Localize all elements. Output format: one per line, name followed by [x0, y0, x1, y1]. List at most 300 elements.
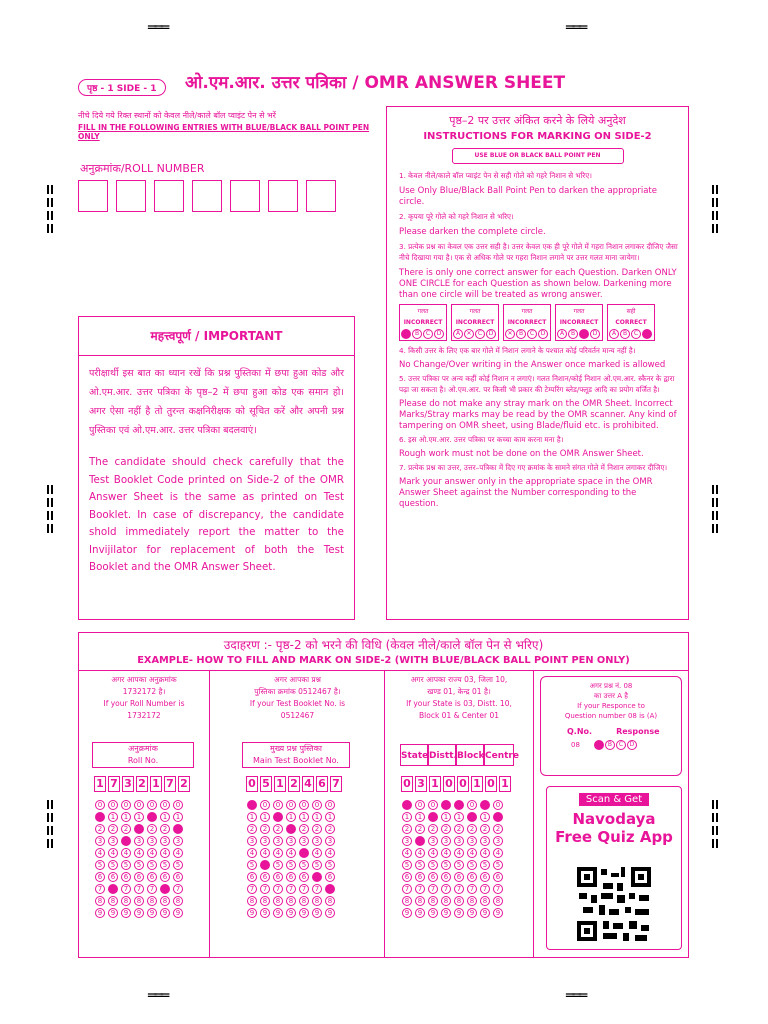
answer-bubble[interactable] — [493, 812, 503, 822]
answer-bubble[interactable]: 3 — [260, 836, 270, 846]
answer-bubble[interactable]: 6 — [467, 872, 477, 882]
answer-bubble[interactable]: 1 — [134, 812, 144, 822]
answer-bubble[interactable]: 9 — [121, 908, 131, 918]
answer-bubble[interactable]: 4 — [286, 848, 296, 858]
important-title: महत्त्वपूर्ण / IMPORTANT — [79, 317, 354, 356]
roll-bubble-grid[interactable] — [95, 800, 183, 920]
answer-bubble[interactable]: 0 — [95, 800, 105, 810]
answer-bubble[interactable]: 5 — [134, 860, 144, 870]
answer-bubble[interactable]: 2 — [147, 824, 157, 834]
answer-bubble[interactable]: 2 — [402, 824, 412, 834]
answer-bubble[interactable]: 9 — [247, 908, 257, 918]
booklet-label-box: मुख्य प्रश्न पुस्तिका Main Test Booklet No. — [242, 742, 350, 768]
instruction-3-hindi: 3. प्रत्येक प्रश्न का केवल एक उत्तर सही है। उत्तर केवल एक ही पूरे गोले में गहरा निशान लगाकर दीजिए जैसा नीचे दिखाया गया है। एक से अधिक गोले पर गहरा निशान लगाने पर उत्तर गलत माना जायेगा। — [399, 242, 678, 262]
answer-bubble[interactable]: 3 — [325, 836, 335, 846]
instruction-4-english: No Change/Over writing in the Answer once marked is allowed — [399, 360, 666, 370]
answer-bubble[interactable]: 8 — [108, 896, 118, 906]
answer-bubble[interactable]: 4 — [160, 848, 170, 858]
answer-bubble[interactable]: 5 — [95, 860, 105, 870]
answer-bubble[interactable]: 7 — [121, 884, 131, 894]
answer-bubble[interactable]: 0 — [415, 800, 425, 810]
answer-bubble[interactable]: 5 — [299, 860, 309, 870]
answer-bubble[interactable]: 7 — [428, 884, 438, 894]
answer-bubble[interactable]: 8 — [415, 896, 425, 906]
answer-bubble[interactable]: 7 — [147, 884, 157, 894]
answer-bubble[interactable]: 7 — [480, 884, 490, 894]
example-incorrect-3: गलत INCORRECT ✕ B C D — [503, 304, 551, 341]
answer-bubble[interactable]: 8 — [247, 896, 257, 906]
bubble-row — [95, 908, 183, 919]
answer-bubble[interactable]: 0 — [160, 800, 170, 810]
instruction-7-hindi: 7. प्रत्येक प्रश्न का उत्तर, उत्तर–पत्रिका में दिए गए क्रमांक के सामने संगत गोले में निशान लगाकर दीजिए। — [399, 463, 668, 472]
fill-note-hindi: नीचे दिये गये रिक्त स्थानों को केवल नीले/काले बॉल प्वाइंट पेन से भरें — [78, 111, 276, 120]
bubble-row — [247, 824, 335, 835]
timing-mark-right-1 — [712, 185, 720, 237]
bubble-row — [402, 824, 503, 835]
answer-bubble[interactable]: 4 — [147, 848, 157, 858]
bubble-row — [402, 800, 503, 811]
answer-bubble[interactable]: 6 — [260, 872, 270, 882]
answer-bubble[interactable]: 8 — [160, 896, 170, 906]
answer-bubble[interactable] — [273, 812, 283, 822]
answer-bubble[interactable]: 6 — [247, 872, 257, 882]
answer-bubble[interactable]: 4 — [493, 848, 503, 858]
instruction-5-english: Please do not make any stray mark on the OMR Sheet. Incorrect Marks/Stray marks may be read by the OMR scanner. Any kind of tampering on OMR sheet, using Blade/fluid etc. is prohibited. — [399, 399, 677, 431]
answer-bubble[interactable]: 9 — [454, 908, 464, 918]
answer-bubble[interactable]: 6 — [121, 872, 131, 882]
answer-bubble[interactable] — [286, 824, 296, 834]
answer-bubble[interactable]: 2 — [480, 824, 490, 834]
answer-bubble[interactable] — [108, 884, 118, 894]
answer-bubble[interactable]: 9 — [286, 908, 296, 918]
pen-illustration — [452, 148, 624, 164]
answer-bubble[interactable] — [402, 800, 412, 810]
roll-cell[interactable] — [78, 180, 108, 212]
answer-bubble[interactable]: 1 — [121, 812, 131, 822]
answer-bubble[interactable] — [95, 812, 105, 822]
instruction-1-hindi: 1. केवल नीले/काले बॉल प्वाइंट पेन से सही गोले को गहरे निशान से भरिए। — [399, 171, 592, 180]
answer-bubble[interactable]: 5 — [147, 860, 157, 870]
answer-bubble[interactable]: 3 — [480, 836, 490, 846]
instructions-box — [386, 106, 689, 620]
answer-bubble[interactable] — [247, 800, 257, 810]
answer-bubble[interactable]: 0 — [467, 800, 477, 810]
answer-bubble[interactable]: 5 — [325, 860, 335, 870]
answer-bubble[interactable]: 0 — [147, 800, 157, 810]
answer-bubble[interactable]: 2 — [299, 824, 309, 834]
answer-bubble[interactable]: 9 — [108, 908, 118, 918]
answer-bubble[interactable]: 3 — [454, 836, 464, 846]
answer-bubble[interactable]: 2 — [325, 824, 335, 834]
answer-bubble[interactable]: 3 — [108, 836, 118, 846]
answer-bubble[interactable]: 4 — [260, 848, 270, 858]
answer-bubble[interactable]: 4 — [121, 848, 131, 858]
roll-number-boxes[interactable] — [78, 180, 336, 212]
answer-bubble[interactable]: 2 — [273, 824, 283, 834]
answer-bubble[interactable]: 6 — [493, 872, 503, 882]
answer-bubble[interactable]: 6 — [273, 872, 283, 882]
centre-header: Centre — [484, 744, 514, 766]
answer-bubble[interactable]: 7 — [415, 884, 425, 894]
answer-bubble[interactable]: 8 — [299, 896, 309, 906]
answer-bubble[interactable]: 6 — [147, 872, 157, 882]
answer-bubble[interactable]: 1 — [402, 812, 412, 822]
answer-bubble[interactable]: 2 — [108, 824, 118, 834]
answer-bubble[interactable]: 0 — [173, 800, 183, 810]
answer-bubble[interactable]: 3 — [173, 836, 183, 846]
answer-bubble[interactable]: 1 — [286, 812, 296, 822]
answer-bubble[interactable]: 9 — [95, 908, 105, 918]
roll-cell[interactable] — [116, 180, 146, 212]
instructions-title-english: INSTRUCTIONS FOR MARKING ON SIDE-2 — [423, 131, 652, 142]
answer-bubble[interactable]: 9 — [299, 908, 309, 918]
bubble-row — [95, 824, 183, 835]
instruction-3-english: There is only one correct answer for each Question. Darken ONLY ONE CIRCLE for each Question as shown below. Darkening more than one circle will be treated as wrong answer. — [399, 268, 677, 300]
answer-bubble[interactable]: 2 — [493, 824, 503, 834]
state-example-text: अगर आपका राज्य 03, जिला 10, खण्ड 01, केन्द्र 01 है। If your State is 03, Distt. 10, Block 01 & Center 01 — [406, 675, 512, 720]
answer-bubble[interactable]: 9 — [493, 908, 503, 918]
marking-examples — [399, 304, 678, 341]
answer-bubble[interactable]: 4 — [454, 848, 464, 858]
answer-bubble[interactable] — [467, 812, 477, 822]
answer-bubble[interactable]: 5 — [247, 860, 257, 870]
answer-bubble[interactable] — [454, 800, 464, 810]
answer-bubble[interactable]: 5 — [467, 860, 477, 870]
answer-bubble[interactable]: 0 — [273, 800, 283, 810]
roll-example-text: अगर आपका अनुक्रमांक 1732172 है। If your Roll Number is 1732172 — [103, 675, 185, 720]
answer-bubble[interactable]: 8 — [95, 896, 105, 906]
answer-bubble[interactable] — [147, 812, 157, 822]
answer-bubble[interactable]: 6 — [299, 872, 309, 882]
answer-bubble[interactable]: 1 — [454, 812, 464, 822]
answer-bubble[interactable]: 3 — [160, 836, 170, 846]
state-bubble-grid[interactable] — [402, 800, 503, 920]
bubble-row — [402, 908, 503, 919]
roll-cell[interactable] — [154, 180, 184, 212]
answer-bubble[interactable]: 1 — [108, 812, 118, 822]
answer-bubble[interactable]: 4 — [134, 848, 144, 858]
answer-bubble[interactable]: 6 — [134, 872, 144, 882]
answer-bubble[interactable]: 2 — [312, 824, 322, 834]
answer-bubble[interactable]: 4 — [428, 848, 438, 858]
answer-bubble[interactable] — [415, 836, 425, 846]
answer-bubble[interactable]: 4 — [402, 848, 412, 858]
answer-bubble[interactable] — [325, 884, 335, 894]
qr-code-icon[interactable] — [575, 865, 653, 943]
answer-bubble[interactable]: 2 — [428, 824, 438, 834]
answer-bubble[interactable]: 6 — [286, 872, 296, 882]
answer-bubble[interactable]: 0 — [108, 800, 118, 810]
answer-bubble[interactable]: 2 — [247, 824, 257, 834]
answer-bubble[interactable]: 8 — [134, 896, 144, 906]
answer-bubble[interactable]: 5 — [273, 860, 283, 870]
state-headers — [400, 744, 519, 766]
answer-bubble[interactable]: 7 — [260, 884, 270, 894]
answer-bubble[interactable]: 2 — [95, 824, 105, 834]
answer-bubble[interactable]: 1 — [480, 812, 490, 822]
answer-bubble[interactable]: 5 — [402, 860, 412, 870]
answer-bubble[interactable]: 0 — [312, 800, 322, 810]
answer-bubble[interactable]: 1 — [260, 812, 270, 822]
answer-bubble[interactable]: 8 — [147, 896, 157, 906]
answer-bubble[interactable]: 2 — [260, 824, 270, 834]
answer-bubble[interactable]: 8 — [312, 896, 322, 906]
response-headers: Q.No. Response — [567, 727, 660, 736]
answer-bubble[interactable]: 9 — [312, 908, 322, 918]
timing-mark-top-left: ═══ — [148, 20, 168, 36]
answer-bubble[interactable]: 5 — [480, 860, 490, 870]
answer-bubble[interactable]: 8 — [467, 896, 477, 906]
answer-bubble[interactable]: 3 — [147, 836, 157, 846]
bubble-row — [247, 812, 335, 823]
response-example-box — [540, 676, 682, 776]
instruction-7-english: Mark your answer only in the appropriate space in the OMR Answer Sheet against the Number corresponding to the question. — [399, 477, 653, 509]
timing-mark-left-2 — [47, 485, 55, 537]
answer-bubble[interactable]: 0 — [260, 800, 270, 810]
answer-bubble[interactable]: 9 — [402, 908, 412, 918]
bubble-row — [402, 848, 503, 859]
instruction-1-english: Use Only Blue/Black Ball Point Pen to darken the appropriate circle. — [399, 186, 657, 207]
answer-bubble[interactable]: 5 — [441, 860, 451, 870]
answer-bubble[interactable]: 9 — [415, 908, 425, 918]
answer-bubble[interactable]: 4 — [273, 848, 283, 858]
bubble-row — [402, 836, 503, 847]
answer-bubble[interactable]: 9 — [325, 908, 335, 918]
answer-bubble[interactable]: 3 — [493, 836, 503, 846]
answer-bubble[interactable]: 0 — [134, 800, 144, 810]
answer-bubble[interactable]: 8 — [121, 896, 131, 906]
answer-bubble[interactable]: 8 — [454, 896, 464, 906]
answer-bubble[interactable]: 2 — [160, 824, 170, 834]
answer-bubble[interactable]: 8 — [480, 896, 490, 906]
answer-bubble[interactable] — [260, 860, 270, 870]
answer-bubble[interactable]: 3 — [402, 836, 412, 846]
promo-box — [546, 786, 682, 950]
answer-bubble[interactable] — [312, 872, 322, 882]
answer-bubble[interactable]: 4 — [312, 848, 322, 858]
answer-bubble[interactable]: 8 — [402, 896, 412, 906]
answer-bubble[interactable]: 5 — [173, 860, 183, 870]
bubble-row — [95, 812, 183, 823]
answer-bubble[interactable]: 5 — [160, 860, 170, 870]
answer-bubble[interactable]: 6 — [480, 872, 490, 882]
answer-bubble[interactable]: 4 — [247, 848, 257, 858]
answer-bubble[interactable]: 0 — [325, 800, 335, 810]
timing-mark-right-3 — [712, 800, 720, 852]
answer-bubble[interactable]: 7 — [312, 884, 322, 894]
answer-bubble[interactable]: 5 — [312, 860, 322, 870]
answer-bubble[interactable]: 6 — [95, 872, 105, 882]
answer-bubble[interactable]: 3 — [467, 836, 477, 846]
side-label: पृष्ठ - 1 SIDE - 1 — [78, 79, 166, 96]
example-correct: सही CORRECT A B C — [607, 304, 655, 341]
answer-bubble[interactable]: 4 — [325, 848, 335, 858]
pen-label: USE BLUE OR BLACK BALL POINT PEN — [474, 152, 601, 159]
booklet-bubble-grid[interactable] — [247, 800, 335, 920]
answer-bubble[interactable]: 2 — [467, 824, 477, 834]
roll-cell[interactable] — [230, 180, 260, 212]
answer-bubble[interactable]: 6 — [108, 872, 118, 882]
instruction-5-hindi: 5. उत्तर पत्रिका पर अन्य कहीं कोई निशान न लगाएं। गलत निशान/कोई निशान ओ.एम.आर. स्कैनर के द्वारा पढ़ा जा सकता है। ओ.एम.आर. पर किसी भी प्रकार की टेम्परिंग ब्लेड/फ्लूड आदि का प्रयोग वर्जित है। — [399, 374, 675, 394]
distt-header: Distt. — [428, 744, 456, 766]
answer-bubble[interactable]: 5 — [428, 860, 438, 870]
answer-bubble[interactable]: 6 — [428, 872, 438, 882]
answer-bubble[interactable]: 1 — [247, 812, 257, 822]
answer-bubble[interactable]: 6 — [173, 872, 183, 882]
answer-bubble[interactable]: 7 — [286, 884, 296, 894]
answer-bubble[interactable]: 7 — [467, 884, 477, 894]
answer-bubble[interactable]: 6 — [454, 872, 464, 882]
answer-bubble[interactable]: 3 — [247, 836, 257, 846]
answer-bubble[interactable]: 4 — [467, 848, 477, 858]
bubble-row — [402, 812, 503, 823]
answer-bubble[interactable]: 8 — [273, 896, 283, 906]
answer-bubble[interactable]: 3 — [441, 836, 451, 846]
example-title-english: EXAMPLE- HOW TO FILL AND MARK ON SIDE-2 (WITH BLUE/BLACK BALL POINT PEN ONLY) — [137, 655, 630, 666]
answer-bubble[interactable]: 3 — [299, 836, 309, 846]
bubble-row — [95, 872, 183, 883]
answer-bubble[interactable]: 8 — [286, 896, 296, 906]
roll-no-label-box: अनुक्रमांक Roll No. — [92, 742, 194, 768]
answer-bubble[interactable]: 3 — [95, 836, 105, 846]
answer-bubble[interactable]: 7 — [402, 884, 412, 894]
answer-bubble[interactable]: 0 — [121, 800, 131, 810]
answer-bubble[interactable]: 9 — [160, 908, 170, 918]
bubble-row — [247, 848, 335, 859]
bubble-row — [402, 896, 503, 907]
booklet-digit-row: 0 5 1 2 4 6 7 — [246, 776, 342, 792]
answer-bubble[interactable]: 2 — [454, 824, 464, 834]
state-digit-row: 0 3 1 0 0 1 0 1 — [401, 776, 511, 792]
answer-bubble[interactable]: 2 — [121, 824, 131, 834]
answer-bubble[interactable] — [480, 800, 490, 810]
answer-bubble[interactable]: 8 — [173, 896, 183, 906]
answer-bubble[interactable]: 7 — [95, 884, 105, 894]
answer-bubble[interactable]: 9 — [441, 908, 451, 918]
answer-bubble[interactable]: 5 — [415, 860, 425, 870]
answer-bubble[interactable]: 4 — [480, 848, 490, 858]
answer-bubble[interactable]: 0 — [286, 800, 296, 810]
bubble-row — [247, 860, 335, 871]
bubble-row — [402, 860, 503, 871]
answer-bubble[interactable]: 9 — [428, 908, 438, 918]
timing-mark-left-1 — [47, 185, 55, 237]
answer-bubble[interactable]: 1 — [325, 812, 335, 822]
roll-cell[interactable] — [268, 180, 298, 212]
answer-bubble[interactable]: 4 — [415, 848, 425, 858]
answer-bubble[interactable]: 3 — [134, 836, 144, 846]
answer-bubble[interactable]: 7 — [134, 884, 144, 894]
answer-bubble[interactable]: 9 — [467, 908, 477, 918]
answer-bubble[interactable]: 9 — [147, 908, 157, 918]
answer-bubble[interactable]: 8 — [325, 896, 335, 906]
roll-cell[interactable] — [192, 180, 222, 212]
answer-bubble[interactable]: 5 — [286, 860, 296, 870]
answer-bubble[interactable]: 6 — [325, 872, 335, 882]
answer-bubble[interactable]: 7 — [299, 884, 309, 894]
answer-bubble[interactable]: 6 — [402, 872, 412, 882]
answer-bubble[interactable]: 5 — [493, 860, 503, 870]
answer-bubble[interactable]: 1 — [299, 812, 309, 822]
answer-bubble[interactable]: 9 — [260, 908, 270, 918]
answer-bubble[interactable] — [121, 836, 131, 846]
answer-bubble[interactable]: 0 — [428, 800, 438, 810]
answer-bubble[interactable]: 8 — [441, 896, 451, 906]
answer-bubble[interactable]: 7 — [441, 884, 451, 894]
bubble-row — [402, 884, 503, 895]
answer-bubble[interactable]: 3 — [428, 836, 438, 846]
answer-bubble[interactable]: 1 — [160, 812, 170, 822]
answer-bubble[interactable]: 6 — [441, 872, 451, 882]
answer-bubble[interactable]: 7 — [454, 884, 464, 894]
answer-bubble[interactable] — [441, 800, 451, 810]
answer-bubble[interactable]: 1 — [441, 812, 451, 822]
answer-bubble[interactable]: 4 — [95, 848, 105, 858]
answer-bubble[interactable]: 6 — [160, 872, 170, 882]
answer-bubble[interactable] — [299, 848, 309, 858]
answer-bubble[interactable]: 3 — [273, 836, 283, 846]
answer-bubble[interactable]: 5 — [454, 860, 464, 870]
answer-bubble[interactable]: 0 — [493, 800, 503, 810]
answer-bubble[interactable]: 4 — [108, 848, 118, 858]
answer-bubble[interactable]: 4 — [173, 848, 183, 858]
answer-bubble[interactable]: 8 — [428, 896, 438, 906]
bubble-row — [95, 860, 183, 871]
answer-bubble[interactable]: 8 — [493, 896, 503, 906]
answer-bubble[interactable]: 2 — [441, 824, 451, 834]
answer-bubble[interactable]: 1 — [415, 812, 425, 822]
bubble-row — [95, 884, 183, 895]
answer-bubble[interactable]: 7 — [273, 884, 283, 894]
page-title: ओ.एम.आर. उत्तर पत्रिका / OMR ANSWER SHEET — [185, 73, 566, 93]
answer-bubble[interactable] — [173, 824, 183, 834]
bubble-row — [247, 908, 335, 919]
answer-bubble[interactable] — [160, 884, 170, 894]
answer-bubble[interactable]: 1 — [312, 812, 322, 822]
answer-bubble[interactable]: 9 — [134, 908, 144, 918]
answer-bubble[interactable]: 0 — [299, 800, 309, 810]
promo-line2: Free Quiz App — [555, 828, 673, 846]
answer-bubble[interactable]: 6 — [415, 872, 425, 882]
answer-bubble[interactable]: 2 — [415, 824, 425, 834]
answer-bubble[interactable]: 7 — [173, 884, 183, 894]
answer-bubble[interactable]: 4 — [441, 848, 451, 858]
answer-bubble[interactable] — [134, 824, 144, 834]
state-header: State — [400, 744, 428, 766]
answer-bubble[interactable]: 3 — [312, 836, 322, 846]
answer-bubble[interactable]: 3 — [286, 836, 296, 846]
example-title-hindi: उदाहरण :- पृष्ठ-2 को भरने की विधि (केवल नीले/काले बॉल पेन से भरिए) — [223, 638, 544, 652]
answer-bubble[interactable]: 9 — [273, 908, 283, 918]
answer-bubble[interactable]: 9 — [480, 908, 490, 918]
answer-bubble[interactable]: 5 — [121, 860, 131, 870]
answer-bubble[interactable]: 5 — [108, 860, 118, 870]
roll-cell[interactable] — [306, 180, 336, 212]
answer-bubble[interactable]: 7 — [247, 884, 257, 894]
response-example-text: अगर प्रश्न नं. 08 का उत्तर A है If your Responce to Question number 08 is (A) — [564, 682, 658, 720]
answer-bubble[interactable]: 8 — [260, 896, 270, 906]
important-box — [78, 316, 355, 620]
answer-bubble[interactable] — [428, 812, 438, 822]
scan-banner: Scan & Get — [579, 793, 649, 806]
example-incorrect-2: गलत INCORRECT A ✕ C D — [451, 304, 499, 341]
booklet-example-text: अगर आपका प्रश्न पुस्तिका क्रमांक 0512467 है। If your Test Booklet No. is 0512467 — [249, 675, 346, 720]
bubble-row — [95, 848, 183, 859]
answer-bubble[interactable]: 9 — [173, 908, 183, 918]
answer-bubble[interactable]: 7 — [493, 884, 503, 894]
answer-bubble[interactable]: 1 — [173, 812, 183, 822]
important-hindi: परीक्षार्थी इस बात का ध्यान रखें कि प्रश्न पुस्तिका में छपा हुआ कोड और ओ.एम.आर. उत्तर पत्रिका के पृष्ठ–2 में छपा हुआ कोड एक समान हो। अगर ऐसा नहीं है तो तुरन्त कक्षनिरीक्षक को सूचित करें और अपनी प्रश्न पुस्तिका एवं ओ.एम.आर. उत्तर पत्रिका बदलवाएं। — [89, 368, 344, 436]
